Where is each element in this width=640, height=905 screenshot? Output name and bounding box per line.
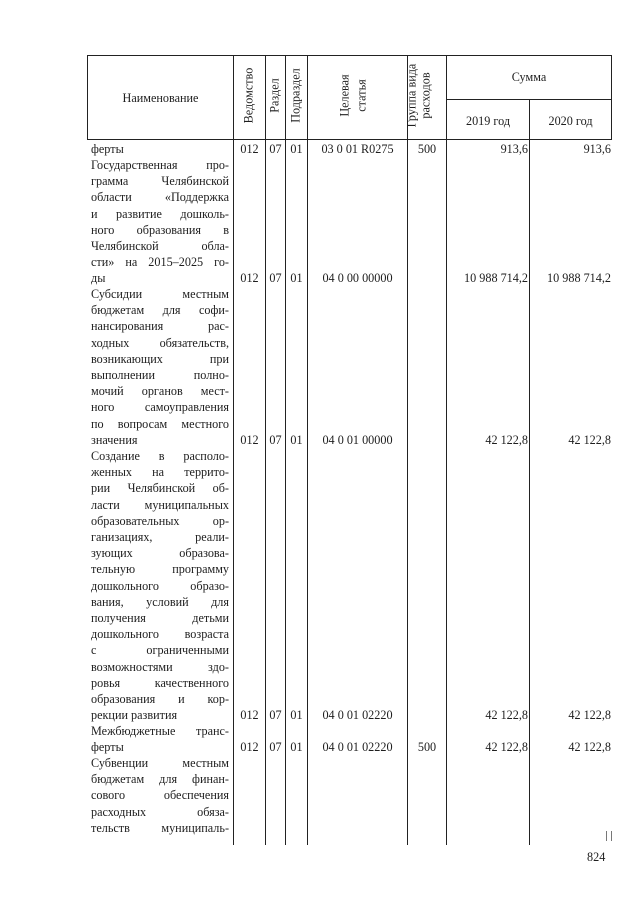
row-text-line: Межбюджетные транс- [91, 724, 229, 738]
cell-2019: 913,6 [500, 142, 528, 156]
cell-2020: 42 122,8 [568, 740, 611, 754]
col-border-dept [265, 55, 266, 845]
page-number: 824 [587, 850, 606, 864]
cell-2020: 42 122,8 [568, 708, 611, 722]
row-description [91, 755, 229, 836]
row-description [91, 141, 229, 157]
col-border-subsection [307, 55, 308, 845]
row-text-line: женных на террито- [91, 465, 229, 480]
cell-dept: 012 [240, 142, 259, 156]
row-text-line: и развитие дошколь- [91, 206, 229, 221]
header-2020: 2020 год [548, 114, 593, 128]
scan-mark [606, 831, 612, 841]
cell-section: 07 [269, 740, 282, 754]
cell-2020: 913,6 [583, 142, 611, 156]
row-text-line: сти» на 2015–2025 го- [91, 255, 229, 270]
cell-group: 500 [417, 142, 437, 156]
row-text-line: ласти муниципальных [91, 497, 229, 512]
row-text-line: Челябинской обла- [91, 239, 229, 254]
cell-dept: 012 [240, 740, 259, 754]
row-text-line: бюджетам для финан- [91, 772, 229, 787]
cell-subsection: 01 [290, 708, 303, 722]
cell-2019: 42 122,8 [485, 708, 528, 722]
row-text-line: по вопросам местного [91, 416, 229, 431]
row-text-line: образовательных ор- [91, 513, 229, 528]
col-border-group [446, 55, 447, 845]
row-text-line: области «Поддержка [91, 190, 229, 205]
row-text-line: мочий органов мест- [91, 384, 229, 399]
row-text-line: нансирования рас- [91, 319, 229, 334]
header-dept: Ведомство [241, 67, 256, 124]
row-text-line: грамма Челябинской [91, 174, 229, 189]
row-text-line: получения детьми [91, 611, 229, 626]
row-text-line: возможностями здо- [91, 659, 229, 674]
row-description [91, 286, 229, 448]
cell-subsection: 01 [290, 142, 303, 156]
col-border-target [407, 55, 408, 845]
header-group-line1: Группа вида [404, 63, 419, 128]
cell-target: 04 0 01 00000 [322, 433, 393, 447]
cell-2020: 42 122,8 [568, 433, 611, 447]
row-text-line: ного самоуправления [91, 400, 229, 415]
header-section: Раздел [267, 78, 282, 113]
cell-subsection: 01 [290, 740, 303, 754]
cell-2020: 10 988 714,2 [547, 271, 611, 285]
header-subsection: Подраздел [288, 68, 303, 123]
row-text-line: значения [91, 432, 138, 447]
row-text-line: вания, условий для [91, 594, 229, 609]
row-text-line: дошкольного образо- [91, 578, 229, 593]
row-text-line: образования и кор- [91, 692, 229, 707]
row-description [91, 448, 229, 723]
col-border-right [611, 55, 612, 139]
row-text-line: расходных обяза- [91, 804, 229, 819]
cell-subsection: 01 [290, 271, 303, 285]
header-group-line2: расходов [418, 72, 433, 119]
cell-target: 03 0 01 R0275 [321, 142, 394, 156]
row-text-line: Государственная про- [91, 158, 229, 172]
cell-section: 07 [269, 433, 282, 447]
cell-target: 04 0 01 02220 [322, 740, 393, 754]
row-text-line: зующих образова- [91, 546, 229, 561]
cell-2019: 10 988 714,2 [464, 271, 528, 285]
row-text-line: ды [91, 271, 106, 286]
row-text-line: дошкольного возраста [91, 627, 229, 642]
row-text-line: Субсидии местным [91, 287, 229, 301]
cell-section: 07 [269, 142, 282, 156]
cell-group: 500 [417, 740, 437, 754]
row-text-line: возникающих при [91, 351, 229, 366]
row-text-line: Создание в располо- [91, 449, 229, 463]
cell-dept: 012 [240, 271, 259, 285]
row-description [91, 723, 229, 755]
header-sum: Сумма [511, 70, 547, 84]
col-border-2019 [529, 99, 530, 845]
cell-2019: 42 122,8 [485, 740, 528, 754]
cell-target: 04 0 00 00000 [322, 271, 393, 285]
row-text-line: ферты [91, 142, 124, 156]
row-text-line: рии Челябинской об- [91, 481, 229, 496]
cell-subsection: 01 [290, 433, 303, 447]
cell-target: 04 0 01 02220 [322, 708, 393, 722]
header-target-line1: Целевая [337, 74, 352, 117]
row-text-line: ганизациях, реали- [91, 530, 229, 545]
cell-section: 07 [269, 271, 282, 285]
cell-section: 07 [269, 708, 282, 722]
row-text-line: Субвенции местным [91, 756, 229, 770]
row-text-line: ходных обязательств, [91, 335, 229, 350]
row-text-line: рекции развития [91, 708, 178, 723]
row-text-line: выполнении полно- [91, 368, 229, 383]
row-text-line: с ограниченными [91, 643, 229, 658]
cell-dept: 012 [240, 708, 259, 722]
col-border-section [285, 55, 286, 845]
row-text-line: сового обеспечения [91, 788, 229, 803]
row-description [91, 157, 229, 287]
row-text-line: ровья качественного [91, 675, 229, 690]
cell-2019: 42 122,8 [485, 433, 528, 447]
row-text-line: ного образования в [91, 222, 229, 237]
col-border-name [233, 55, 234, 845]
row-text-line: тельную программу [91, 562, 229, 577]
row-text-line: ферты [91, 740, 124, 755]
header-2019: 2019 год [465, 114, 511, 128]
header-target-line2: статья [354, 79, 369, 112]
cell-dept: 012 [240, 433, 259, 447]
row-text-line: тельств муниципаль- [91, 820, 229, 835]
row-text-line: бюджетам для софи- [91, 303, 229, 318]
header-name: Наименование [122, 91, 199, 105]
